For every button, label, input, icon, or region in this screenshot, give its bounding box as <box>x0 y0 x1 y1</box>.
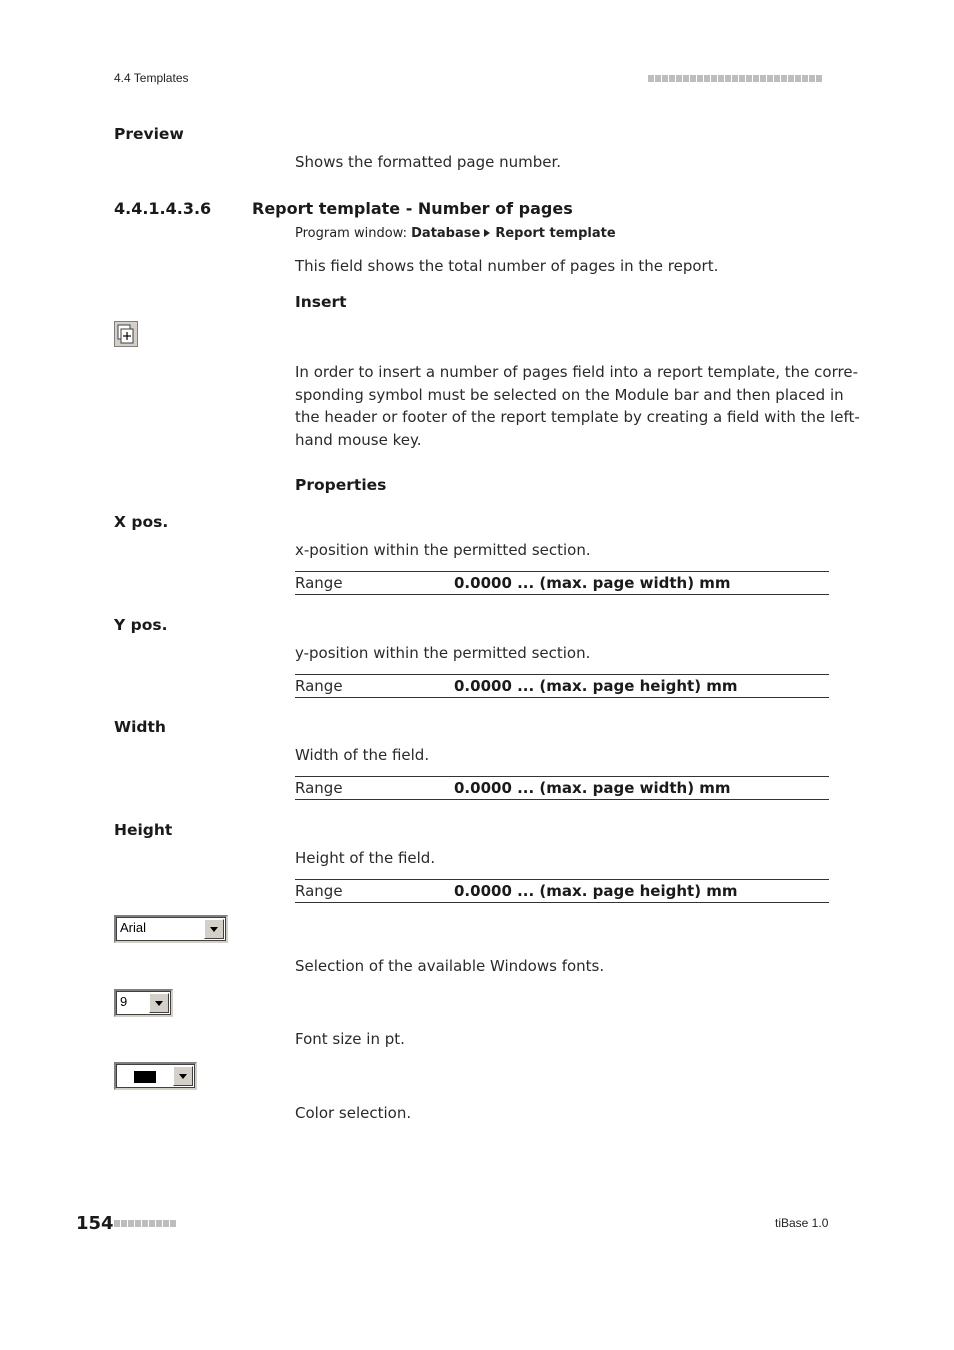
property-desc-width: Width of the field. <box>295 746 430 764</box>
range-table-ypos <box>295 674 829 698</box>
property-term-ypos: Y pos. <box>114 616 168 634</box>
font-size-value: 9 <box>120 994 128 1009</box>
chevron-down-icon[interactable] <box>204 919 224 939</box>
range-label: Range <box>295 677 343 695</box>
range-table-height <box>295 879 829 903</box>
range-label: Range <box>295 779 343 797</box>
color-combo[interactable] <box>114 1062 197 1090</box>
insert-line: the header or footer of the report template by creating a field with the left- <box>295 408 860 427</box>
color-swatch <box>134 1071 156 1083</box>
path-separator-icon <box>484 229 490 237</box>
chevron-down-icon[interactable] <box>173 1066 193 1086</box>
program-prefix: Program window: <box>295 226 407 241</box>
range-table-width <box>295 776 829 800</box>
chevron-down-icon[interactable] <box>149 993 169 1013</box>
insert-heading: Insert <box>295 293 347 311</box>
insert-field-icon <box>114 321 138 347</box>
header-decoration <box>648 75 822 82</box>
insert-line: sponding symbol must be selected on the Module bar and then placed in <box>295 385 844 404</box>
property-desc-height: Height of the field. <box>295 849 436 867</box>
program-window-path <box>295 226 616 241</box>
property-term-height: Height <box>114 821 173 839</box>
font-family-value: Arial <box>120 920 147 935</box>
section-intro: This field shows the total number of pages in the report. <box>295 257 719 275</box>
range-label: Range <box>295 882 343 900</box>
range-value: 0.0000 ... (max. page height) mm <box>454 677 738 695</box>
insert-line: hand mouse key. <box>295 431 422 450</box>
product-name: tiBase 1.0 <box>775 1216 829 1230</box>
program-path-report-template: Report template <box>495 226 616 241</box>
range-value: 0.0000 ... (max. page width) mm <box>454 779 731 797</box>
properties-heading: Properties <box>295 476 387 494</box>
property-term-xpos: X pos. <box>114 513 169 531</box>
range-value: 0.0000 ... (max. page height) mm <box>454 882 738 900</box>
preview-term: Preview <box>114 125 184 143</box>
page-number: 154 <box>76 1213 114 1234</box>
program-path-database: Database <box>411 226 481 241</box>
range-table-xpos <box>295 571 829 595</box>
preview-text: Shows the formatted page number. <box>295 153 562 171</box>
property-desc-ypos: y-position within the permitted section. <box>295 644 591 662</box>
footer-decoration <box>114 1220 176 1227</box>
range-value: 0.0000 ... (max. page width) mm <box>454 574 731 592</box>
font-size-combo[interactable] <box>114 989 173 1017</box>
font-family-combo[interactable] <box>114 915 228 943</box>
insert-text <box>295 361 860 452</box>
color-desc: Color selection. <box>295 1104 412 1122</box>
font-family-desc: Selection of the available Windows fonts. <box>295 957 605 975</box>
range-label: Range <box>295 574 343 592</box>
insert-line: In order to insert a number of pages field into a report template, the corre- <box>295 363 858 381</box>
section-number: 4.4.1.4.3.6 <box>114 199 212 218</box>
running-header-section: 4.4 Templates <box>114 71 189 85</box>
property-term-width: Width <box>114 718 166 736</box>
font-size-desc: Font size in pt. <box>295 1030 405 1048</box>
section-title: Report template - Number of pages <box>252 199 573 218</box>
property-desc-xpos: x-position within the permitted section. <box>295 541 591 559</box>
